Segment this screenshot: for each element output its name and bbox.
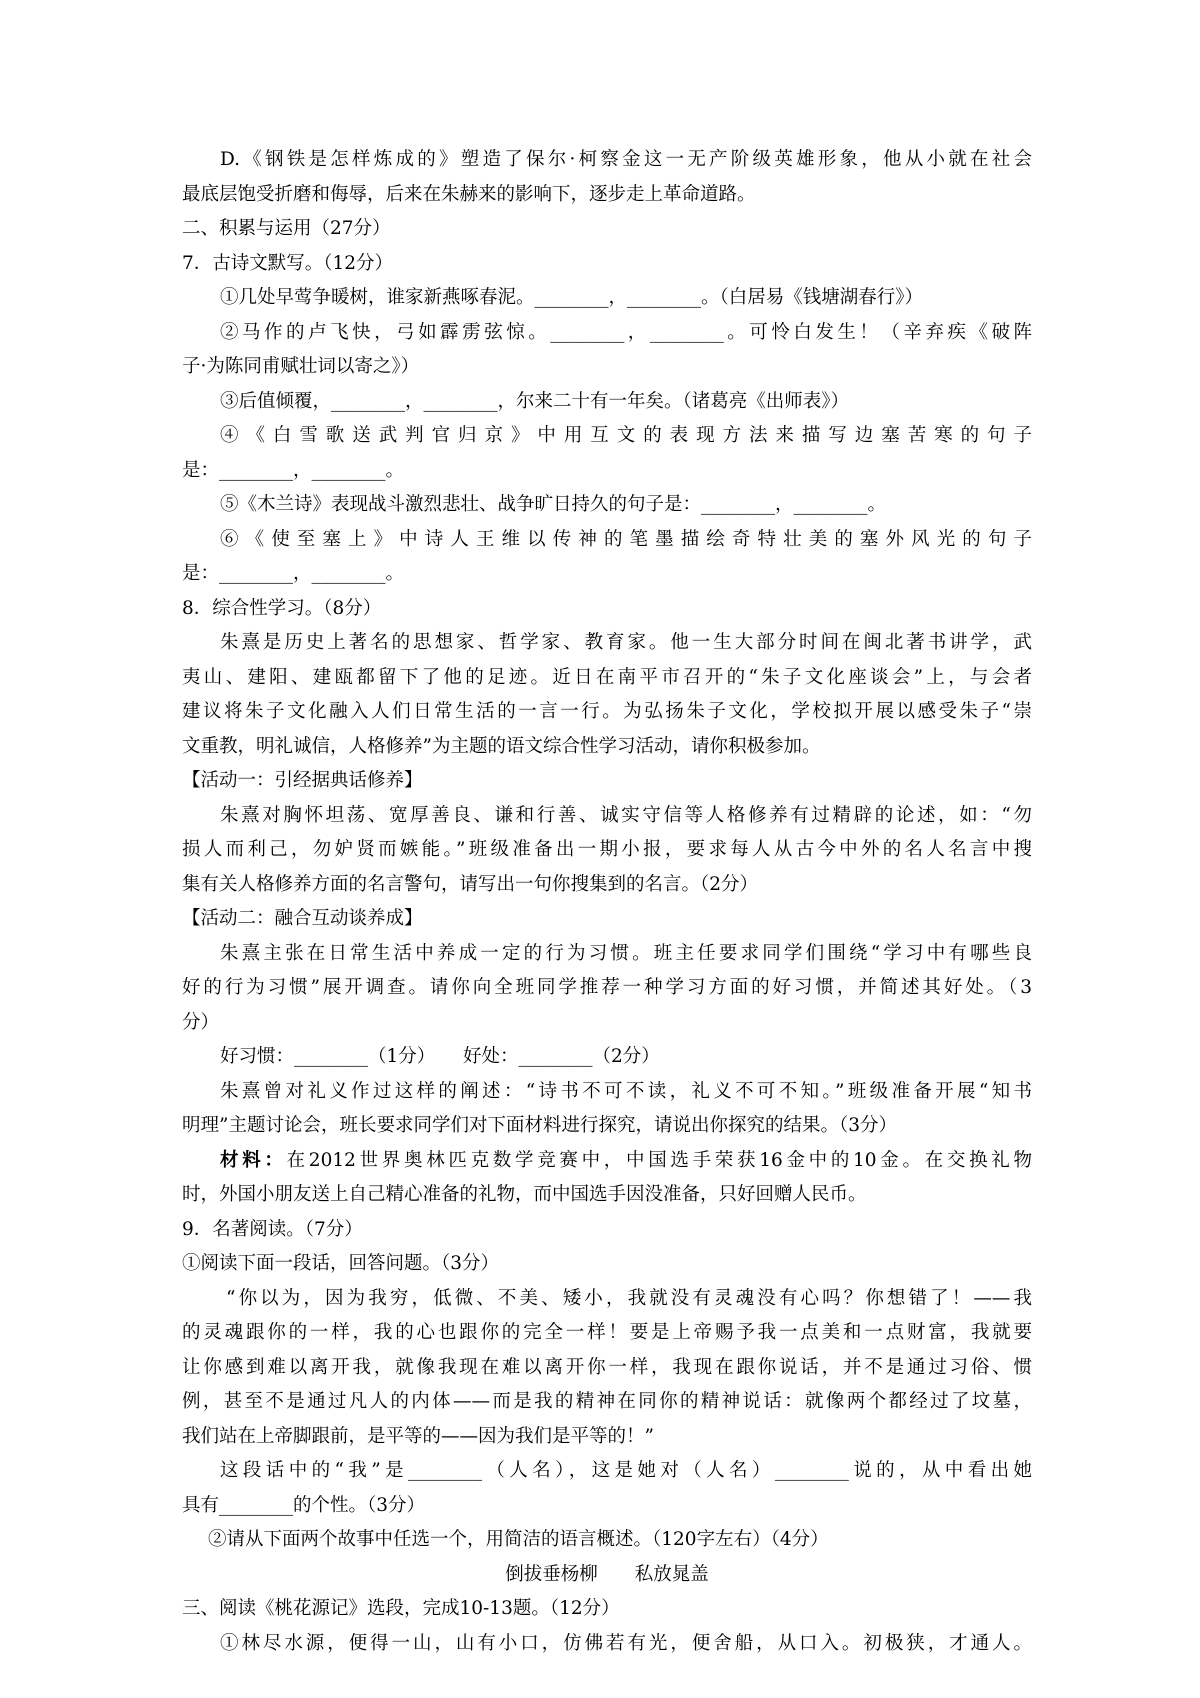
quote-line: “你以为，因为我穷，低微、不美、矮小，我就没有灵魂没有心吗？你想错了！——我 bbox=[226, 1287, 1032, 1309]
activity-heading: 【活动二：融合互动谈养成】 bbox=[182, 908, 423, 929]
text-line: 损人而利己，勿妒贤而嫉能。”班级准备出一期小报，要求每人从古今中外的名人名言中搜 bbox=[182, 839, 1032, 860]
text-line: ③后值倾覆，________，________，尔来二十有一年矣。（诸葛亮《出师表》） bbox=[220, 390, 850, 412]
quote-line: 让你感到难以离开我，就像我现在难以离开你一样，我现在跟你说话，并不是通过习俗、惯 bbox=[182, 1356, 1032, 1378]
text-line: ⑤《木兰诗》表现战斗激烈悲壮、战争旷日持久的句子是：________，________。 bbox=[220, 494, 887, 515]
text-line: ④《白雪歌送武判官归京》中用互文的表现方法来描写边塞苦寒的句子 bbox=[220, 425, 1032, 446]
text-line: 夷山、建阳、建瓯都留下了他的足迹。近日在南平市召开的“朱子文化座谈会”上，与会者 bbox=[182, 666, 1032, 688]
quote-line: 的灵魂跟你的一样，我的心也跟你的完全一样！要是上帝赐予我一点美和一点财富，我就要 bbox=[182, 1322, 1032, 1343]
material-text: 在2012世界奥林匹克数学竞赛中，中国选手荣获16金中的10金。在交换礼物 bbox=[286, 1149, 1032, 1171]
text-line: 这段话中的“我”是________（人名），这是她对（人名）________说的，从中看出她 bbox=[220, 1460, 1032, 1481]
text-line: 朱熹是历史上著名的思想家、哲学家、教育家。他一生大部分时间在闽北著书讲学，武 bbox=[220, 632, 1032, 653]
text-line: 好的行为习惯”展开调查。请你向全班同学推荐一种学习方面的好习惯，并简述其好处。（3 bbox=[182, 977, 1032, 998]
text-line: 明理”主题讨论会，班长要求同学们对下面材料进行探究，请说出你探究的结果。（3分） bbox=[182, 1115, 897, 1136]
text-line: 最底层饱受折磨和侮辱，后来在朱赫来的影响下，逐步走上革命道路。 bbox=[182, 183, 756, 205]
text-line: ⑥《使至塞上》中诗人王维以传神的笔墨描绘奇特壮美的塞外风光的句子 bbox=[220, 528, 1032, 550]
question-heading: 7．古诗文默写。（12分） bbox=[182, 252, 394, 274]
text-line: 是：________，________。 bbox=[182, 459, 405, 481]
section-heading: 三、阅读《桃花源记》选段，完成10-13题。（12分） bbox=[182, 1598, 620, 1619]
quote-line: 我们站在上帝脚跟前，是平等的——因为我们是平等的！” bbox=[182, 1425, 654, 1447]
section-heading: 二、积累与运用（27分） bbox=[182, 218, 391, 239]
text-line: 文重教，明礼诚信，人格修养”为主题的语文综合性学习活动，请你积极参加。 bbox=[182, 735, 821, 757]
text-line: ②马作的卢飞快，弓如霹雳弦惊。________，________。可怜白发生！（辛弃疾《破阵 bbox=[220, 321, 1032, 343]
story-options: 倒拔垂杨柳 私放晁盖 bbox=[505, 1563, 709, 1585]
text-line: ①几处早莺争暖树，谁家新燕啄春泥。________，________。（白居易《钱塘湖春行》） bbox=[220, 287, 924, 308]
text-line: ②请从下面两个故事中任选一个，用简洁的语言概述。（120字左右）（4分） bbox=[208, 1529, 829, 1550]
material-label: 材料： bbox=[220, 1149, 287, 1171]
text-line: 建议将朱子文化融入人们日常生活的一言一行。为弘扬朱子文化，学校拟开展以感受朱子“崇 bbox=[182, 701, 1032, 722]
text-line: 分） bbox=[182, 1011, 220, 1033]
text-line: 集有关人格修养方面的名言警句，请写出一句你搜集到的名言。（2分） bbox=[182, 873, 759, 895]
exam-content bbox=[182, 143, 1032, 1661]
text-line: D.《钢铁是怎样炼成的》塑造了保尔·柯察金这一无产阶级英雄形象，他从小就在社会 bbox=[220, 149, 1032, 170]
question-heading: 8．综合性学习。（8分） bbox=[182, 597, 382, 619]
quote-line: 例，甚至不是通过凡人的内体——而是我的精神在同你的精神说话：就像两个都经过了坟墓， bbox=[182, 1391, 1032, 1412]
text-line: 具有________的个性。（3分） bbox=[182, 1494, 426, 1516]
text-line: ①林尽水源，便得一山，山有小口，仿佛若有光，便舍船，从口入。初极狭，才通人。 bbox=[220, 1632, 1032, 1654]
text-line: 是：________，________。 bbox=[182, 563, 405, 584]
text-line: ①阅读下面一段话，回答问题。（3分） bbox=[182, 1253, 500, 1274]
activity-heading: 【活动一：引经据典话修养】 bbox=[182, 770, 423, 791]
text-line: 朱熹对胸怀坦荡、宽厚善良、谦和行善、诚实守信等人格修养有过精辟的论述，如：“勿 bbox=[220, 804, 1032, 826]
question-heading: 9．名著阅读。（7分） bbox=[182, 1218, 363, 1240]
text-line: 好习惯：________（1分） 好处：________（2分） bbox=[220, 1046, 660, 1067]
text-line: 朱熹曾对礼义作过这样的阐述：“诗书不可不读，礼义不可不知。”班级准备开展“知书 bbox=[220, 1080, 1032, 1102]
text-line: 朱熹主张在日常生活中养成一定的行为习惯。班主任要求同学们围绕“学习中有哪些良 bbox=[220, 942, 1032, 964]
text-line: 子·为陈同甫赋壮词以寄之》） bbox=[182, 356, 420, 377]
text-line: 时，外国小朋友送上自己精心准备的礼物，而中国选手因没准备，只好回赠人民币。 bbox=[182, 1184, 867, 1205]
material-line bbox=[182, 1144, 1032, 1179]
